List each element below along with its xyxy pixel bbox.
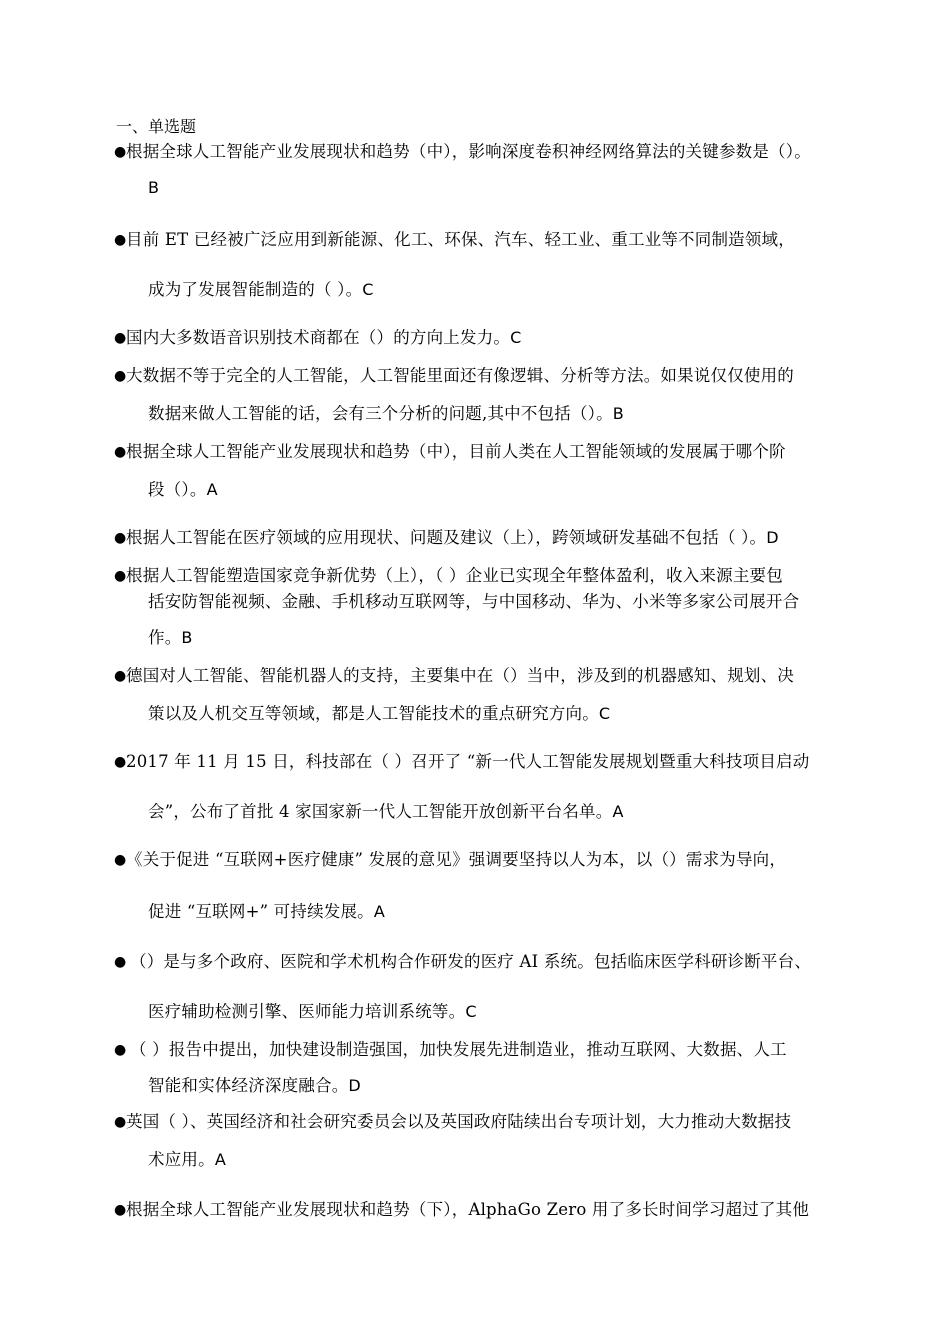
question-text: 根据人工智能在医疗领域的应用现状、问题及建议（上），跨领域研发基础不包括（ ）。 xyxy=(126,528,767,547)
question-text: 目前 ET 已经被广泛应用到新能源、化工、环保、汽车、轻工业、重工业等不同制造领域， xyxy=(126,230,795,249)
answer-letter: C xyxy=(510,328,522,347)
question-text: （）是与多个政府、医院和学术机构合作研发的医疗 AI 系统。包括临床医学科研诊断平台、 xyxy=(130,952,812,971)
question-text: 段（）。 xyxy=(148,480,207,499)
question-text: 英国（ ）、英国经济和社会研究委员会以及英国政府陆续出台专项计划，大力推动大数据技 xyxy=(126,1112,792,1131)
question-text-line xyxy=(126,140,811,164)
question-text: 根据全球人工智能产业发展现状和趋势（中），影响深度卷积神经网络算法的关键参数是（）。 xyxy=(126,142,811,161)
answer-letter: C xyxy=(465,1002,477,1021)
question-text-line xyxy=(148,478,218,502)
question-text-line xyxy=(130,1038,787,1062)
question-text: 术应用。 xyxy=(148,1150,215,1169)
question-text-line xyxy=(148,702,610,726)
question-text-line xyxy=(148,278,374,302)
question-text: 2017 年 11 月 15 日，科技部在（ ）召开了 “新一代人工智能发展规划暨重大科技项目启动 xyxy=(126,752,810,771)
answer-letter: D xyxy=(348,1076,361,1095)
question-text-line xyxy=(126,1198,809,1222)
question-text: 医疗辅助检测引擎、医师能力培训系统等。 xyxy=(148,1002,466,1021)
question-text: 德国对人工智能、智能机器人的支持，主要集中在（）当中，涉及到的机器感知、规划、决 xyxy=(126,666,794,685)
answer-letter: A xyxy=(206,480,218,499)
question-text-line xyxy=(126,326,521,350)
question-text: 策以及人机交互等领域，都是人工智能技术的重点研究方向。 xyxy=(148,704,599,723)
question-text: 国内大多数语音识别技术商都在（）的方向上发力。 xyxy=(126,328,511,347)
question-text-line xyxy=(126,228,795,252)
bullet-marker: ● xyxy=(114,852,127,868)
question-text: 数据来做人工智能的话，会有三个分析的问题,其中不包括（）。 xyxy=(148,404,613,423)
bullet-marker: ● xyxy=(114,530,127,546)
question-text-line xyxy=(148,1148,226,1172)
answer-letter: D xyxy=(766,528,779,547)
question-text-line xyxy=(126,564,783,588)
answer-letter: A xyxy=(612,802,624,821)
question-text: 根据全球人工智能产业发展现状和趋势（中），目前人类在人工智能领域的发展属于哪个阶 xyxy=(126,442,786,461)
answer-letter: C xyxy=(598,704,611,723)
answer-letter: B xyxy=(148,178,160,197)
question-text-line xyxy=(148,900,385,924)
question-text-line xyxy=(148,590,799,614)
bullet-marker: ● xyxy=(114,144,127,160)
question-text: 促进 “互联网+” 可持续发展。 xyxy=(148,902,374,921)
question-text: 《关于促进 “互联网+医疗健康” 发展的意见》强调要坚持以人为本，以（）需求为导向， xyxy=(126,850,787,869)
question-text-line xyxy=(126,664,794,688)
answer-letter: C xyxy=(362,280,374,299)
bullet-marker: ● xyxy=(114,668,127,684)
bullet-marker: ● xyxy=(114,568,127,584)
bullet-marker: ● xyxy=(114,1202,127,1218)
bullet-marker: ● xyxy=(114,1114,127,1130)
bullet-marker: ● xyxy=(114,754,127,770)
question-text: 大数据不等于完全的人工智能，人工智能里面还有像逻辑、分析等方法。如果说仅仅使用的 xyxy=(126,366,794,385)
question-text-line xyxy=(148,1000,477,1024)
question-text-line xyxy=(126,1110,791,1134)
question-text-line xyxy=(148,402,624,426)
question-text-line xyxy=(126,440,786,464)
bullet-marker: ● xyxy=(114,444,127,460)
question-text: 会”，公布了首批 4 家国家新一代人工智能开放创新平台名单。 xyxy=(148,802,613,821)
question-text: （ ）报告中提出，加快建设制造强国，加快发展先进制造业，推动互联网、大数据、人工 xyxy=(130,1040,787,1059)
bullet-marker: ● xyxy=(114,954,127,970)
question-text: 智能和实体经济深度融合。 xyxy=(148,1076,349,1095)
question-text-line xyxy=(148,626,193,650)
bullet-marker: ● xyxy=(114,1042,127,1058)
bullet-marker: ● xyxy=(114,232,127,248)
answer-letter: A xyxy=(373,902,386,921)
question-text-line xyxy=(130,950,811,974)
question-text-line xyxy=(126,750,809,774)
question-text-line xyxy=(148,1074,361,1098)
question-text: 根据全球人工智能产业发展现状和趋势（下），AlphaGo Zero 用了多长时间学习超过了其他 xyxy=(126,1200,810,1219)
question-text-line xyxy=(126,848,786,872)
answer-letter: B xyxy=(612,404,624,423)
answer-letter: A xyxy=(214,1150,226,1169)
answer-letter: B xyxy=(181,628,193,647)
question-text-line xyxy=(126,364,794,388)
question-text-line xyxy=(148,800,624,824)
bullet-marker: ● xyxy=(114,368,127,384)
question-text: 成为了发展智能制造的（ ）。 xyxy=(148,280,363,299)
question-text: 括安防智能视频、金融、手机移动互联网等，与中国移动、华为、小米等多家公司展开合 xyxy=(148,592,800,611)
section-title: 一、单选题 xyxy=(116,117,197,136)
question-text: 作。 xyxy=(148,628,182,647)
question-text: 根据人工智能塑造国家竞争新优势（上），（ ）企业已实现全年整体盈利，收入来源主要包 xyxy=(126,566,783,585)
bullet-marker: ● xyxy=(114,330,127,346)
question-text-line xyxy=(126,526,779,550)
